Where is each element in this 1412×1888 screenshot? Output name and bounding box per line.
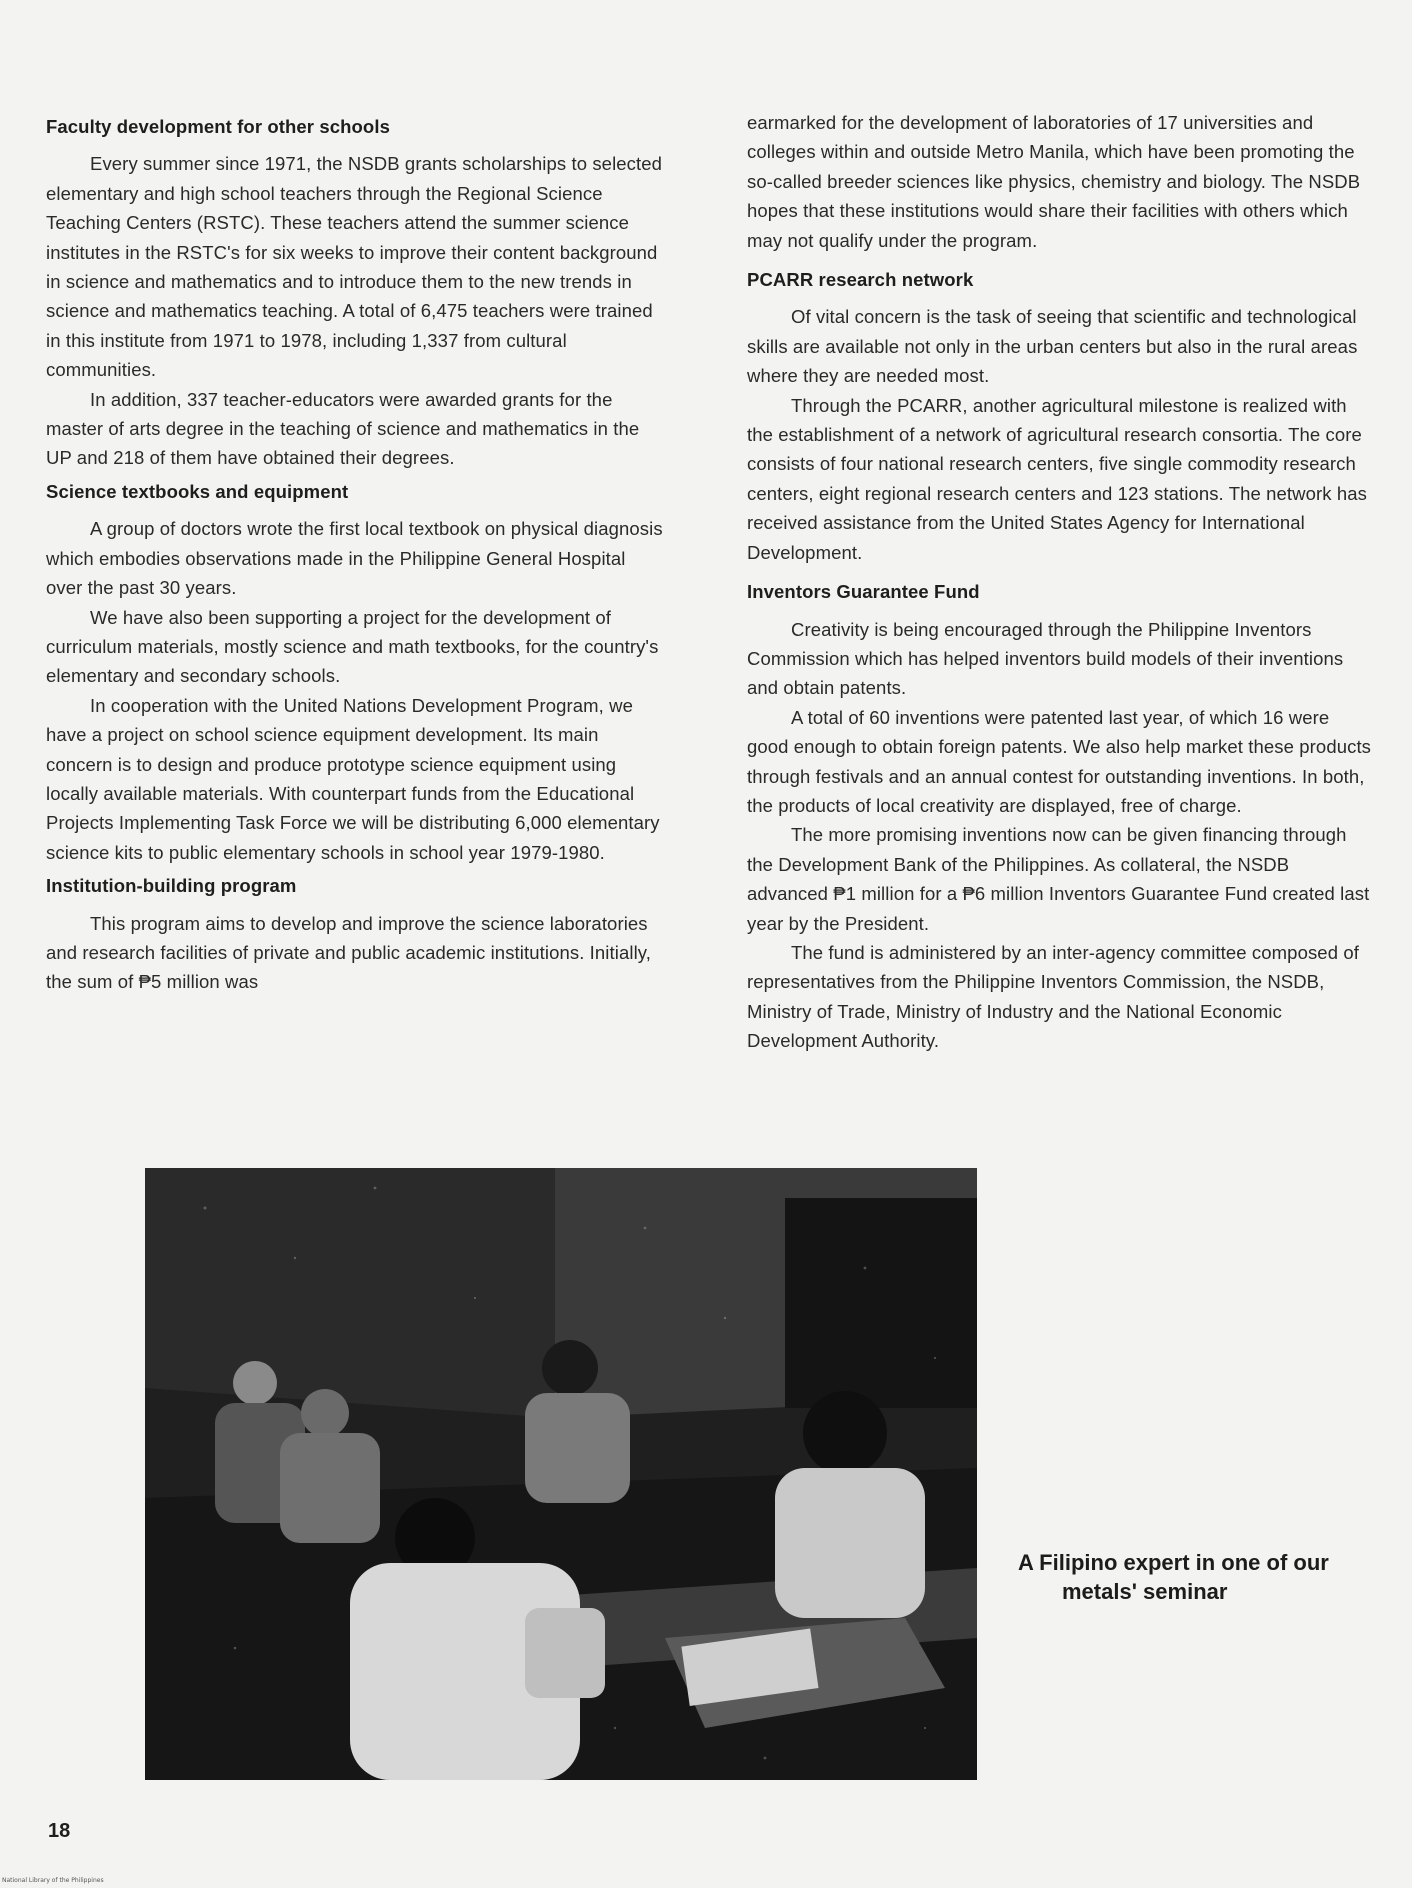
paragraph: The fund is administered by an inter-agency committee composed of representatives from the Philippine Inventors Commission, the NSDB, Ministry of Trade, Ministry of Industry and the National Economic Development Authority. [747,941,1359,1052]
page-number: 18 [48,1820,71,1842]
paragraph: In addition, 337 teacher-educators were awarded grants for the master of arts degree in the teaching of science and mathematics in the UP and 218 of them have obtained their degrees. [46,388,640,469]
right-column [747,108,1372,1056]
paragraph: Every summer since 1971, the NSDB grants scholarships to selected elementary and high school teachers through the Regional Science Teaching Centers (RSTC). These teachers attend the summer science institutes in the RSTC's for six weeks to improve their content background in science and mathematics and to introduce them to the new trends in science and mathematics teaching. A total of 6,475 teachers were trained in this institute from 1971 to 1978, including 1,337 from cultural communities. [46,153,663,381]
paragraph: The more promising inventions now can be given financing through the Development Bank of the Philippines. As collateral, the NSDB advanced ₱1 million for a ₱6 million Inventors Guarantee Fund created last year by the President. [747,824,1370,934]
seminar-photo [145,1168,977,1780]
paragraph: We have also been supporting a project for the development of curriculum materials, mostly science and math textbooks, for the country's elementary and secondary schools. [46,606,659,687]
heading-pcarr-network: PCARR research network [747,269,974,291]
heading-inventors-fund: Inventors Guarantee Fund [747,581,980,603]
paragraph: Through the PCARR, another agricultural milestone is realized with the establishment of a network of agricultural research consortia. The core consists of four national research centers, five single commodity research centers, eight regional research centers and 123 stations. The network has received assistance from the United States Agency for International Development. [747,394,1367,563]
heading-faculty-development: Faculty development for other schools [46,116,390,137]
paragraph: Of vital concern is the task of seeing that scientific and technological skills are available not only in the urban centers but also in the rural areas where they are needed most. [747,306,1358,387]
paragraph: Creativity is being encouraged through the Philippine Inventors Commission which has helped inventors build models of their inventions and obtain patents. [747,618,1344,699]
caption-line-1: A Filipino expert in one of our [1018,1550,1329,1575]
paragraph: In cooperation with the United Nations Development Program, we have a project on school science equipment development. Its main concern is to design and produce prototype science equipment using locally available materials. With counterpart funds from the Educational Projects Implementing Task Force we will be distributing 6,000 elementary science kits to public elementary schools in school year 1979-1980. [46,694,660,863]
left-column [46,108,666,997]
caption-line-2: metals' seminar [1062,1579,1228,1604]
paragraph: A total of 60 inventions were patented last year, of which 16 were good enough to obtain foreign patents. We also help market these products through festivals and an annual contest for outstanding inventions. In both, the products of local creativity are displayed, free of charge. [747,706,1372,816]
heading-institution-building: Institution-building program [46,875,297,897]
paragraph: This program aims to develop and improve the science laboratories and research facilities of private and public academic institutions. Initially, the sum of ₱5 million was [46,912,651,993]
paragraph-continuation: earmarked for the development of laboratories of 17 universities and colleges within and outside Metro Manila, which have been promoting the so-called breeder sciences like physics, chemistry and biology. The NSDB hopes that these institutions would share their facilities with others which may not qualify under the program. [747,112,1361,251]
heading-science-textbooks: Science textbooks and equipment [46,480,349,502]
footer-note: National Library of the Philippines [2,1877,104,1884]
paragraph: A group of doctors wrote the first local textbook on physical diagnosis which embodies observations made in the Philippine General Hospital over the past 30 years. [46,518,663,599]
photo-caption [1018,1548,1378,1606]
